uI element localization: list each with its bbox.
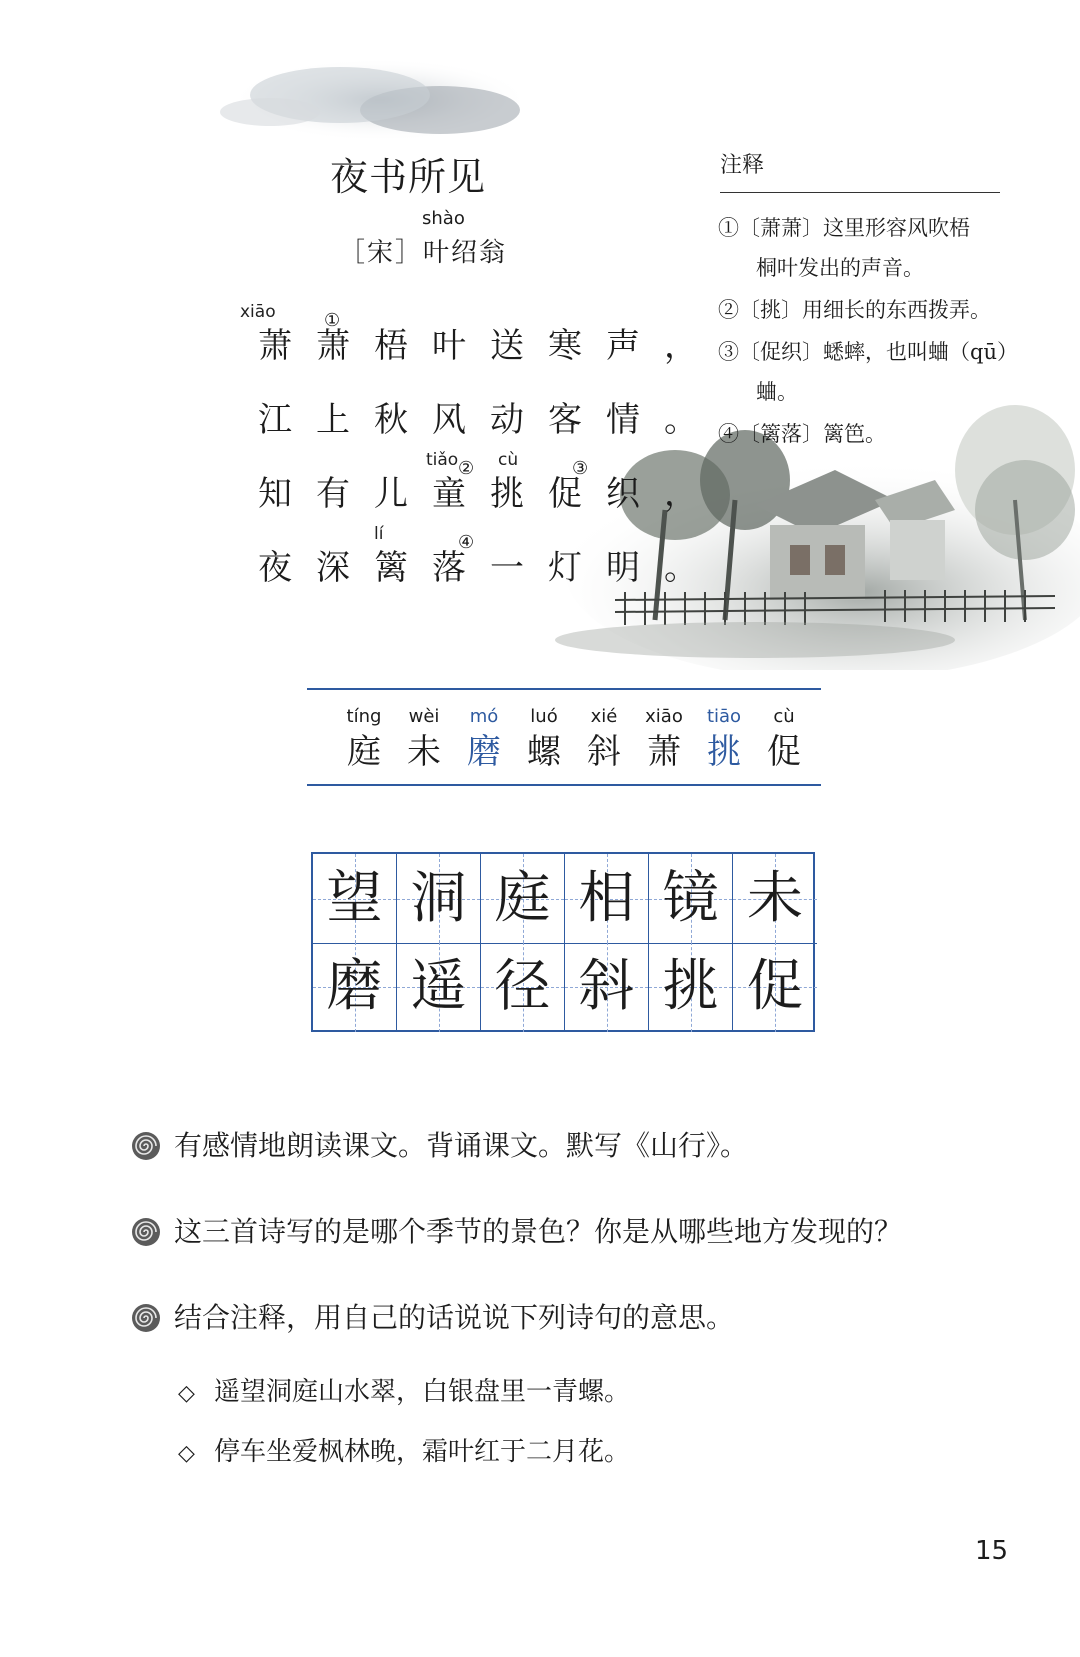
grid-cell bbox=[649, 854, 733, 944]
poem-char: 寒 bbox=[548, 326, 582, 366]
exercise-sub-item bbox=[178, 1432, 630, 1472]
poem-char: 萧 bbox=[258, 326, 292, 366]
poem-char: 江 bbox=[258, 400, 292, 440]
vocab-pinyin: xié bbox=[590, 706, 618, 727]
spiral-bullet-icon bbox=[130, 1216, 162, 1248]
vocab-pinyin: luó bbox=[530, 706, 558, 727]
notes-divider bbox=[720, 192, 1000, 193]
vocab-char: 挑 bbox=[707, 732, 741, 772]
page-number: 15 bbox=[975, 1536, 1009, 1566]
poem-char: 知 bbox=[258, 474, 292, 514]
vocab-char: 庭 bbox=[347, 732, 381, 772]
spiral-bullet-icon bbox=[130, 1302, 162, 1334]
poem-char: 儿 bbox=[374, 474, 408, 514]
grid-cell bbox=[397, 854, 481, 944]
poem-char: 童 bbox=[432, 474, 466, 514]
poem-char: 动 bbox=[490, 400, 524, 440]
grid-char: 遥 bbox=[410, 954, 467, 1019]
note-marker-2: ② bbox=[458, 458, 475, 479]
poem-char: 挑 bbox=[490, 474, 524, 514]
grid-char: 磨 bbox=[326, 954, 383, 1019]
poem-char: 织 bbox=[606, 474, 640, 514]
poem-char: 送 bbox=[490, 326, 524, 366]
vocab-bottom-rule bbox=[307, 784, 821, 786]
poem-char: 一 bbox=[490, 548, 524, 588]
poem-char: 客 bbox=[548, 400, 582, 440]
poem-char: ， bbox=[664, 474, 698, 514]
grid-cell bbox=[565, 942, 649, 1032]
vocab-item bbox=[514, 704, 574, 774]
note-item: ①〔萧萧〕这里形容风吹梧 bbox=[718, 216, 970, 240]
vocab-item bbox=[754, 704, 814, 774]
vocab-char: 促 bbox=[767, 732, 801, 772]
note-marker-1: ① bbox=[324, 310, 341, 331]
vocab-top-rule bbox=[307, 688, 821, 690]
grid-char: 望 bbox=[326, 866, 383, 931]
author-pinyin: shào bbox=[422, 208, 465, 229]
poem-char: 风 bbox=[432, 400, 466, 440]
vocab-item bbox=[634, 704, 694, 774]
sub-item-text: 遥望洞庭山水翠，白银盘里一青螺。 bbox=[214, 1377, 631, 1407]
note-item: 桐叶发出的声音。 bbox=[756, 256, 924, 280]
note-item: 蛐。 bbox=[756, 380, 798, 404]
grid-char: 挑 bbox=[662, 954, 719, 1019]
poem-char: 秋 bbox=[374, 400, 408, 440]
notes-title: 注释 bbox=[720, 153, 765, 178]
diamond-bullet-icon: ◇ bbox=[178, 1381, 195, 1406]
poem-char: 叶 bbox=[432, 326, 466, 366]
grid-cell bbox=[649, 942, 733, 1032]
poem-title: 夜书所见 bbox=[330, 155, 487, 199]
note-item: ④〔篱落〕篱笆。 bbox=[718, 422, 886, 446]
grid-char: 相 bbox=[578, 866, 635, 931]
vocab-char: 未 bbox=[407, 732, 441, 772]
grid-cell bbox=[313, 854, 397, 944]
grid-char: 洞 bbox=[410, 866, 467, 931]
vocab-char: 萧 bbox=[647, 732, 681, 772]
grid-char: 镜 bbox=[662, 866, 719, 931]
grid-char: 径 bbox=[494, 954, 551, 1019]
grid-cell bbox=[397, 942, 481, 1032]
vocab-item bbox=[334, 704, 394, 774]
vocab-pinyin: cù bbox=[773, 706, 795, 727]
poem-char: 明 bbox=[606, 548, 640, 588]
grid-char: 未 bbox=[747, 866, 803, 931]
poem-char: 梧 bbox=[374, 326, 408, 366]
grid-char: 促 bbox=[747, 954, 803, 1019]
grid-cell bbox=[565, 854, 649, 944]
pinyin-xiao: xiāo bbox=[240, 302, 276, 322]
poem-char: 篱 bbox=[374, 548, 408, 588]
pinyin-li: lí bbox=[374, 524, 384, 544]
pinyin-cu: cù bbox=[498, 450, 519, 470]
note-marker-4: ④ bbox=[458, 532, 475, 553]
exercise-text: 结合注释，用自己的话说说下列诗句的意思。 bbox=[174, 1301, 735, 1334]
poem-author: ［宋］叶绍翁 bbox=[339, 238, 508, 268]
grid-cell bbox=[733, 942, 817, 1032]
vocab-item bbox=[394, 704, 454, 774]
exercise-sub-item bbox=[178, 1372, 630, 1412]
vocab-item bbox=[454, 704, 514, 774]
vocab-pinyin: wèi bbox=[408, 706, 440, 727]
character-writing-grid bbox=[311, 852, 815, 1032]
pinyin-tiao: tiǎo bbox=[426, 450, 459, 470]
grid-cell bbox=[313, 942, 397, 1032]
poem-char: 萧 bbox=[316, 326, 350, 366]
note-item: ②〔挑〕用细长的东西拨弄。 bbox=[718, 298, 991, 322]
sub-item-text: 停车坐爱枫林晚，霜叶红于二月花。 bbox=[214, 1437, 631, 1467]
poem-char: 上 bbox=[316, 400, 350, 440]
vocab-char: 斜 bbox=[587, 732, 621, 772]
note-marker-3: ③ bbox=[572, 458, 589, 479]
poem-char: 。 bbox=[664, 548, 698, 588]
grid-cell bbox=[733, 854, 817, 944]
grid-char: 庭 bbox=[494, 866, 551, 931]
vocab-pinyin: tíng bbox=[346, 706, 382, 727]
poem-char: 促 bbox=[548, 474, 582, 514]
vocab-char: 磨 bbox=[467, 732, 501, 772]
vocab-pinyin: xiāo bbox=[645, 706, 683, 727]
note-item: ③〔促织〕蟋蟀，也叫蛐（qū） bbox=[718, 340, 1018, 364]
poem-char: 情 bbox=[606, 400, 640, 440]
exercise-text: 有感情地朗读课文。背诵课文。默写《山行》。 bbox=[174, 1129, 749, 1162]
poem-char: 声 bbox=[606, 326, 640, 366]
grid-cell bbox=[481, 854, 565, 944]
poem-char: ， bbox=[664, 326, 698, 366]
poem-char: 夜 bbox=[258, 548, 292, 588]
vocab-item bbox=[574, 704, 634, 774]
grid-char: 斜 bbox=[578, 954, 635, 1019]
cloud-illustration bbox=[190, 40, 530, 160]
spiral-bullet-icon bbox=[130, 1130, 162, 1162]
vocab-pinyin: mó bbox=[469, 706, 499, 727]
exercise-text: 这三首诗写的是哪个季节的景色？你是从哪些地方发现的？ bbox=[174, 1215, 903, 1248]
vocab-pinyin: tiāo bbox=[706, 706, 742, 727]
vocab-item bbox=[694, 704, 754, 774]
poem-char: 落 bbox=[432, 548, 466, 588]
poem-char: 灯 bbox=[548, 548, 582, 588]
poem-char: 。 bbox=[664, 400, 698, 440]
poem-char: 深 bbox=[316, 548, 350, 588]
grid-cell bbox=[481, 942, 565, 1032]
poem-char: 有 bbox=[316, 474, 350, 514]
diamond-bullet-icon: ◇ bbox=[178, 1441, 195, 1466]
vocab-char: 螺 bbox=[527, 732, 561, 772]
